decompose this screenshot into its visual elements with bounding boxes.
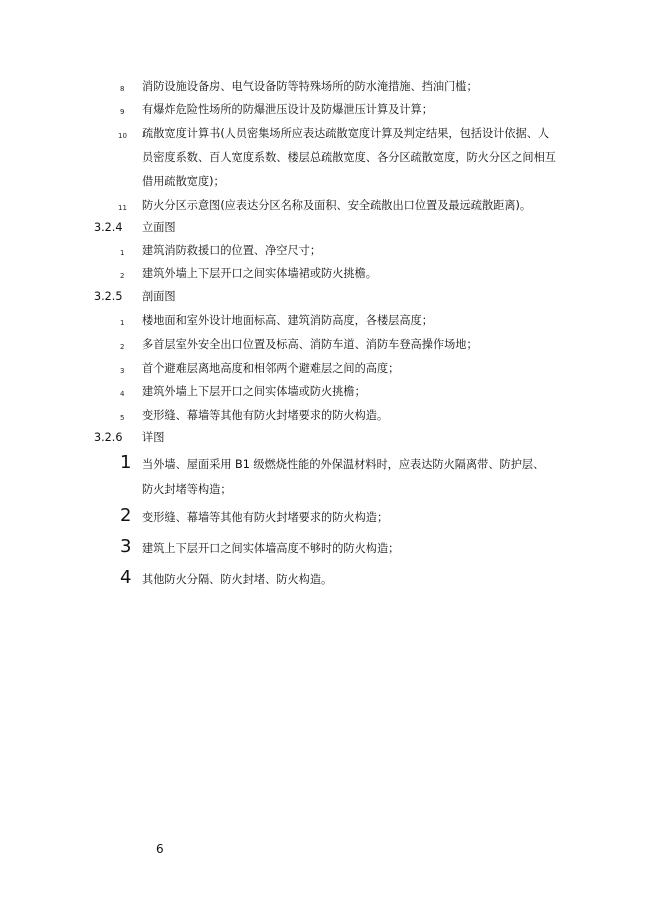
list-number: 1 xyxy=(120,319,125,327)
list-item-text: 建筑消防救援口的位置、净空尺寸； xyxy=(142,244,322,257)
list-number: 2 xyxy=(120,343,125,351)
section-title: 立面图 xyxy=(142,221,176,234)
list-number: 2 xyxy=(120,272,125,280)
list-number: 2 xyxy=(120,505,132,526)
list-item-text: 有爆炸危险性场所的防爆泄压设计及防爆泄压计算及计算； xyxy=(142,103,433,116)
list-number: 1 xyxy=(120,452,132,473)
list-item-text: 建筑外墙上下层开口之间实体墙或防火挑檐； xyxy=(142,385,366,398)
list-item-text: 变形缝、幕墙等其他有防火封堵要求的防火构造； xyxy=(142,511,389,524)
list-item-text: 建筑外墙上下层开口之间实体墙裙或防火挑檐。 xyxy=(142,267,377,280)
section-number: 3.2.5 xyxy=(94,290,123,303)
list-number: 1 xyxy=(120,249,125,257)
list-number: 3 xyxy=(120,536,132,557)
list-item-text: 员密度系数、百人宽度系数、楼层总疏散宽度、各分区疏散宽度，防火分区之间相互 xyxy=(142,151,556,164)
list-item-text: 疏散宽度计算书(人员密集场所应表达疏散宽度计算及判定结果，包括设计依据、人 xyxy=(142,127,550,140)
list-number: 11 xyxy=(118,204,127,212)
section-title: 剖面图 xyxy=(142,290,176,303)
list-item-text: 当外墙、屋面采用 B1 级燃烧性能的外保温材料时，应表达防火隔离带、防护层、 xyxy=(142,458,545,471)
list-item-text: 首个避难层离地高度和相邻两个避难层之间的高度； xyxy=(142,362,400,375)
list-item-text: 楼地面和室外设计地面标高、建筑消防高度，各楼层高度； xyxy=(142,314,433,327)
list-number: 5 xyxy=(120,414,125,422)
section-number: 3.2.6 xyxy=(94,431,123,444)
list-item-text: 防火封堵等构造； xyxy=(142,483,232,496)
list-item-text: 多首层室外安全出口位置及标高、消防车道、消防车登高操作场地； xyxy=(142,338,478,351)
list-number: 10 xyxy=(118,132,127,140)
list-item-text: 建筑上下层开口之间实体墙高度不够时的防火构造； xyxy=(142,542,400,555)
list-number: 8 xyxy=(120,85,125,93)
page-number: 6 xyxy=(156,842,164,856)
list-number: 3 xyxy=(120,367,125,375)
list-item-text: 借用疏散宽度)； xyxy=(142,175,225,188)
list-item-text: 消防设施设备房、电气设备防等特殊场所的防水淹措施、挡油门槛； xyxy=(142,80,478,93)
list-number: 4 xyxy=(120,390,125,398)
list-number: 9 xyxy=(120,108,125,116)
section-title: 详图 xyxy=(142,431,165,444)
section-number: 3.2.4 xyxy=(94,221,123,234)
list-item-text: 防火分区示意图(应表达分区名称及面积、安全疏散出口位置及最远疏散距离)。 xyxy=(142,199,532,212)
list-item-text: 变形缝、幕墙等其他有防火封堵要求的防火构造。 xyxy=(142,409,389,422)
list-item-text: 其他防火分隔、防火封堵、防火构造。 xyxy=(142,573,333,586)
list-number: 4 xyxy=(120,567,132,588)
